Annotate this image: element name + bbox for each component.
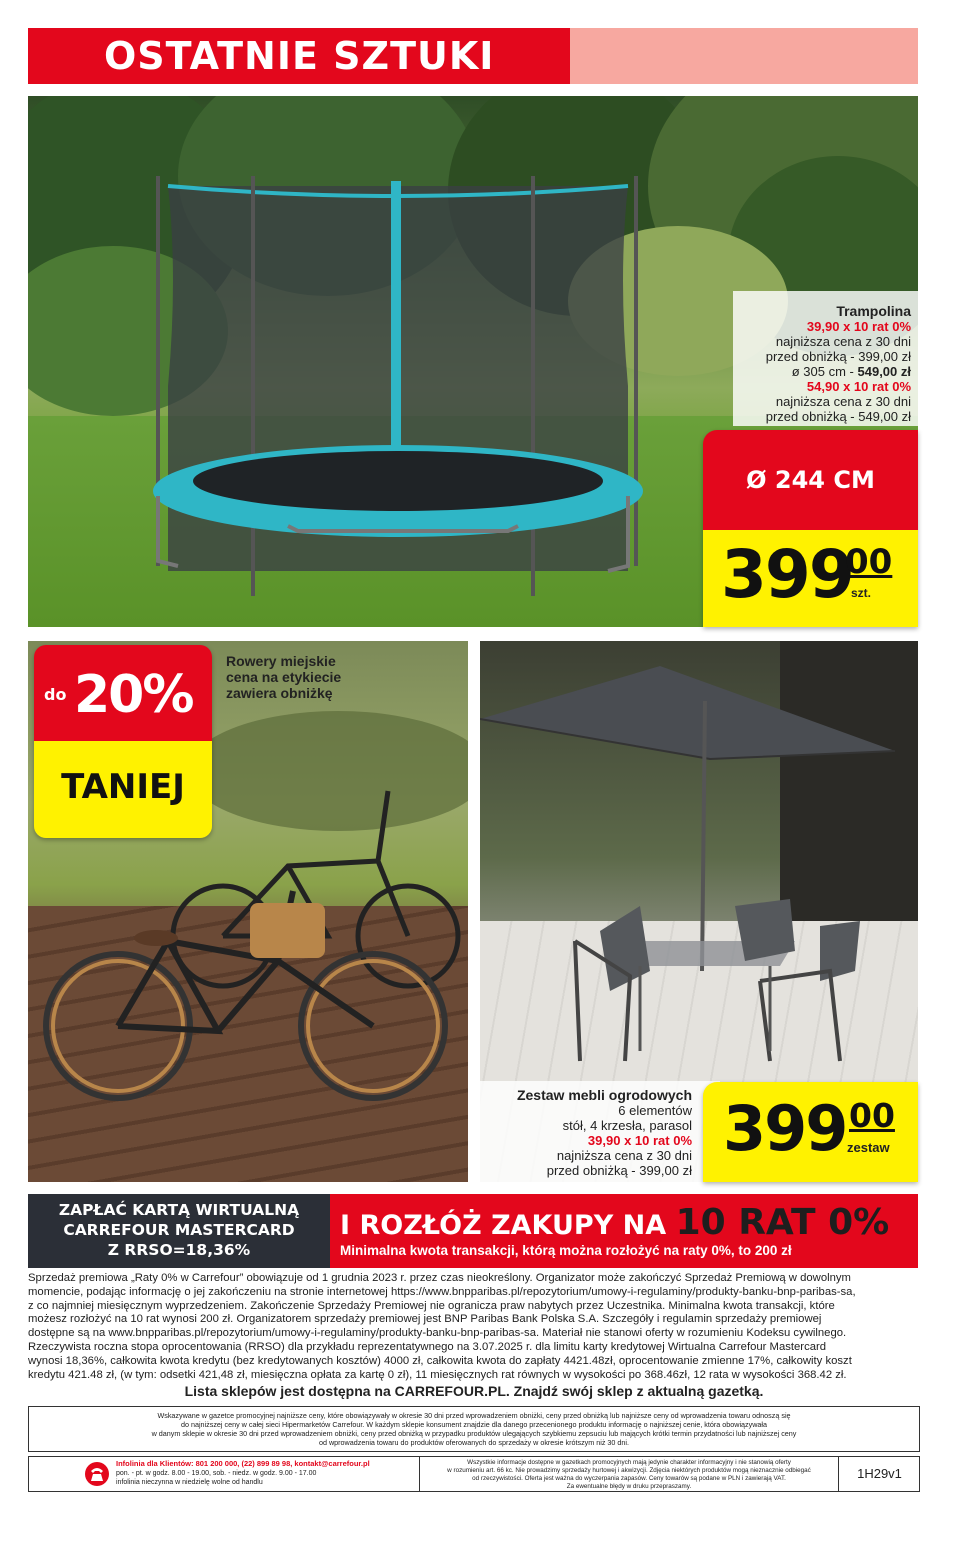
disclaimer-line: od rzeczywistości. Oferta jest ważna do wyczerpania zapasów. Ceny towarów są podane w PLN i zawierają VAT. [472,1475,786,1482]
size-variant-label: ø 305 cm - [791,364,858,379]
store-list-note: Lista sklepów jest dostępna na CARREFOUR.PL. Znajdź swój sklep z aktualną gazetką. [184,1383,764,1399]
installment-line: 39,90 x 10 rat 0% [806,319,911,334]
infolinia-numbers: 801 200 000, (22) 899 89 98, kontakt@carrefour.pl [195,1459,370,1468]
discount-badge [34,645,212,838]
before-discount-line: przed obniżką - 399,00 zł [546,1163,692,1178]
banner-subline: Minimalna kwota transakcji, którą można rozłożyć na raty 0%, to 200 zł [340,1243,792,1258]
lowest-price-line-2: najniższa cena z 30 dni [775,394,911,409]
banner-headline [340,1202,889,1243]
price-unit: zestaw [847,1140,890,1155]
notice-line: Wskazywane w gazetce promocyjnej najniższe ceny, które obowiązywały w okresie 30 dni przed wprowadzeniem obniżki, ceny przed obniżką lub najniższe ceny od wprowadzenia towaru odnoszą się [157,1411,791,1420]
before-discount-line: przed obniżką - 399,00 zł [765,349,911,364]
product-name: Zestaw mebli ogrodowych [516,1087,692,1103]
product-name: Rowery miejskie [226,653,336,669]
banner-left-3: Z RRSO=18,36% [107,1241,251,1259]
price-main: 399 [723,1092,847,1165]
notice-line: w danym sklepie w okresie 30 dni przed wprowadzeniem obniżki, ceny przed obniżką w przypadku produktów ulegających szybkiemu zepsuciu lub mających krótki termin przydatności lub najniższej ceny [151,1429,797,1438]
legal-line: dostępne są na www.bnpparibas.pl/repozytorium/umowy-i-regulaminy/produkty-banku-bnp-paribas-sa. Materiał nie stanowi oferty w rozumieniu Kodeksu cywilnego. [28,1327,847,1340]
phone-icon [84,1461,110,1487]
legal-line: z co najmniej miesięcznym wyprzedzeniem. Zakończenie Sprzedaży Premiowej nie ogranicza praw nabytych przez Uczestnika. Minimalna kwota transakcji, które [28,1299,835,1312]
legal-text [28,1272,920,1382]
hours-line-1: pon. - pt. w godz. 8.00 - 19.00, sob. - niedz. w godz. 9.00 - 17.00 [116,1470,317,1477]
disclaimer-line: Za ewentualne błędy w druku przepraszamy. [566,1483,692,1490]
furniture-elements: 6 elementów [618,1103,692,1118]
legal-line: możesz rozłożyć na 10 rat wynosi 200 zł. Organizatorem sprzedaży premiowej jest BNP Paribas Bank Polska S.A. Szczegóły i regulamin sprzedaży premiowej [28,1313,822,1326]
bikes-info [226,653,341,701]
disclaimer-line: w rozumieniu art. 66 kc. Nie prowadzimy sprzedaży hurtowej i akwizycji. Zdjęcia niektórych produktów mogą nieznacznie odbiegać [447,1467,811,1474]
hours-line-2: infolinia nieczynna w niedzielę wolne od handlu [116,1479,263,1486]
page-title: OSTATNIE SZTUKI [104,34,495,78]
badge-prefix: do [44,685,67,704]
footer-contact [28,1456,420,1492]
installment-line-2: 54,90 x 10 rat 0% [806,379,911,394]
furniture-price-tag [703,1082,918,1182]
disclaimer-line: Wszystkie informacje dostępne w gazetkach promocyjnych mają jedynie charakter informacyjny i nie stanowią oferty [467,1459,791,1466]
price-notice-box [28,1406,920,1452]
legal-line: kredytu 421.48 zł, (w tym: odsetki 421,48 zł, miesięczna opłata za kartę 0 zł), 11 miesięcznych rat równych w wysokości po 368.46zł, 12 rata w wysokości 368.42 zł. [28,1368,847,1381]
bikes-note-1: cena na etykiecie [226,669,342,685]
badge-word: TANIEJ [61,767,185,807]
legal-line: wynosi 18,36%, całkowita kwota kredytu (bez kredytowanych kosztów) 4000 zł, całkowita kwota do zapłaty 4421.48zł, oprocentowanie zmienne 17%, całkowity koszt [28,1354,852,1367]
banner-headline-b: 10 RAT 0% [675,1202,890,1243]
lowest-price-line: najniższa cena z 30 dni [556,1148,692,1163]
trampoline-info [700,304,911,424]
legal-line: Rzeczywista roczna stopa oprocentowania (RRSO) dla przykładu reprezentatywnego na 3.07.2025 r. dla limitu karty kredytowej Wirtualna Carrefour Mastercard [28,1340,827,1353]
banner-card-block [28,1194,330,1268]
furniture-info [480,1088,692,1178]
notice-line: do najniższej ceny w całej sieci Hipermarketów Carrefour. W każdym sklepie konsument znajdzie dla danego przecenionego produktu informację o najniższej cenie, która obowiązywała [180,1420,768,1429]
product-name: Trampolina [836,303,911,319]
installment-line: 39,90 x 10 rat 0% [587,1133,692,1148]
infolinia-line [116,1459,370,1468]
bikes-note-2: zawiera obniżkę [226,685,333,701]
size-variant-line [700,364,911,379]
badge-percent: 20% [74,665,193,725]
banner-left-1: ZAPŁAĆ KARTĄ WIRTUALNĄ [58,1201,300,1219]
infolinia-label: Infolinia dla Klientów: [116,1459,194,1468]
notice-line: od wprowadzenia towaru do produktów oferowanych do sprzedaży w okresie krótszym niż 30 dni. [318,1438,630,1447]
furniture-contents: stół, 4 krzesła, parasol [562,1118,692,1133]
lowest-price-line: najniższa cena z 30 dni [775,334,911,349]
price-main: 399 [721,536,853,613]
banner-headline-a: I ROZŁÓŻ ZAKUPY NA [340,1210,676,1241]
before-discount-line-2: przed obniżką - 549,00 zł [765,409,911,424]
price-cents: 00 [849,1096,895,1135]
legal-line: momencie, podając informację o jej zakończeniu na stronie internetowej https://www.bnpparibas.pl/repozytorium/umowy-i-regulaminy/produkty-banku-bnp-paribas-sa, [28,1285,856,1298]
price-cents: 00 [845,542,893,582]
price-unit: szt. [851,586,872,600]
page-code: 1H29v1 [838,1456,920,1492]
footer-disclaimer [420,1458,838,1491]
size-variant-price: 549,00 zł [857,364,911,379]
size-label: Ø 244 CM [746,466,875,494]
legal-line: Sprzedaż premiowa „Raty 0% w Carrefour” obowiązuje od 1 grudnia 2023 r. przez czas nieokreślony. Organizator może zakończyć Sprzedaż Premiową w dowolnym [28,1272,851,1284]
banner-installments-block [330,1194,918,1268]
banner-left-2: CARREFOUR MASTERCARD [63,1221,295,1239]
trampoline-price-tag [703,430,918,627]
